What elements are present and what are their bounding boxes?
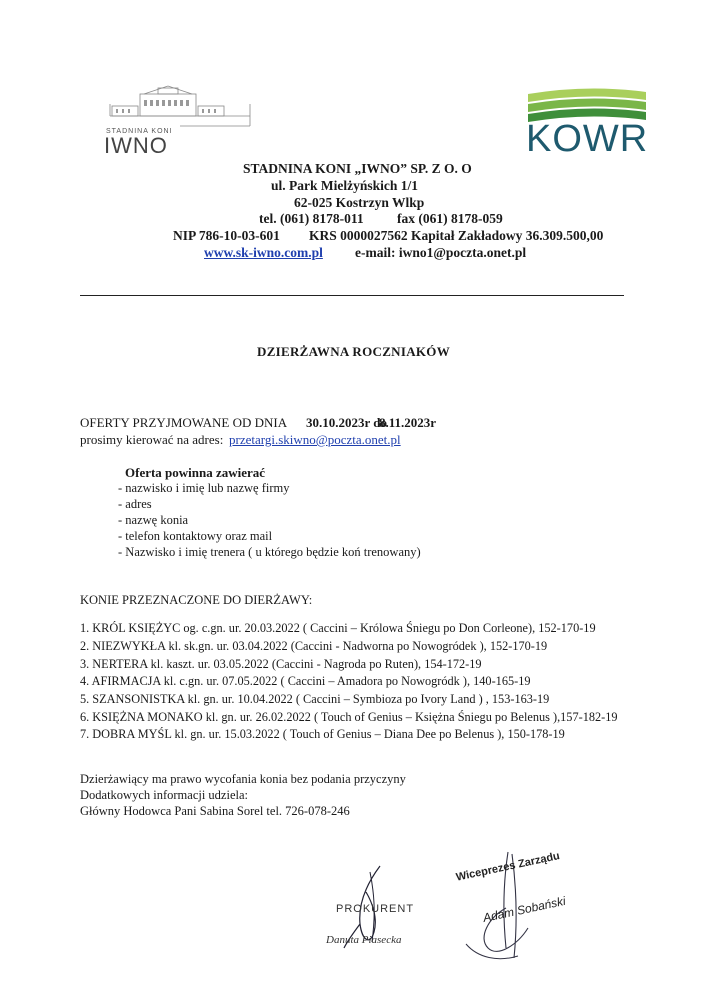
offers-date-to: 8.11.2023r	[379, 415, 437, 430]
vice-president-title: Wiceprezes Zarządu	[455, 850, 561, 884]
horse-item: 3. NERTERA kl. kaszt. ur. 03.05.2022 (Caccini - Nagroda po Ruten), 154-172-19	[80, 657, 482, 671]
offers-label: OFERTY PRZYJMOWANE OD DNIA	[80, 415, 288, 430]
document-title: DZIERŻAWNA ROCZNIAKÓW	[257, 344, 451, 359]
horse-item: 6. KSIĘŻNA MONAKO kl. gn. ur. 26.02.2022 ( Touch of Genius – Księżna Śniegu po Belenus ),157-182-19	[80, 710, 618, 724]
requirement-item: - telefon kontaktowy oraz mail	[118, 529, 273, 543]
company-street: ul. Park Mielżyńskich 1/1	[271, 178, 419, 193]
requirement-item: - adres	[118, 497, 152, 511]
horse-item: 7. DOBRA MYŚL kl. gn. ur. 15.03.2022 ( Touch of Genius – Diana Dee po Belenus ), 150-178-19	[80, 727, 565, 741]
company-fax: fax (061) 8178-059	[397, 211, 503, 226]
footer-line: Dodatkowych informacji udziela:	[80, 788, 248, 802]
procurent-title: PROKURENT	[336, 903, 415, 915]
offers-date-from: 30.10.2023r do	[306, 415, 388, 430]
iwno-logo-text: IWNO	[104, 133, 168, 158]
company-city: 62-025 Kostrzyn Wlkp	[294, 195, 425, 210]
kowr-logo	[528, 88, 646, 122]
company-krs: KRS 0000027562 Kapitał Zakładowy 36.309.500,00	[309, 228, 604, 243]
footer-line: Główny Hodowca Pani Sabina Sorel tel. 726-078-246	[80, 804, 350, 818]
iwno-logo-subtitle: STADNINA KONI	[106, 128, 173, 135]
offers-email-link[interactable]: przetargi.skiwno@poczta.onet.pl	[229, 432, 401, 447]
horse-item: 1. KRÓL KSIĘŻYC og. c.gn. ur. 20.03.2022 ( Caccini – Królowa Śniegu po Don Corleone), 152-170-19	[80, 621, 596, 635]
company-name: STADNINA KONI „IWNO” SP. Z O. O	[243, 161, 472, 176]
offer-requirements-heading: Oferta powinna zawierać	[125, 465, 266, 480]
header-divider	[80, 295, 624, 296]
company-email: e-mail: iwno1@poczta.onet.pl	[355, 245, 527, 260]
company-tel: tel. (061) 8178-011	[259, 211, 364, 226]
website-link[interactable]: www.sk-iwno.com.pl	[204, 245, 323, 260]
horse-item: 4. AFIRMACJA kl. c.gn. ur. 07.05.2022 ( Caccini – Amadora po Nowogródk ), 140-165-19	[80, 674, 531, 688]
kowr-logo-text: KOWR	[526, 118, 649, 160]
footer-line: Dzierżawiący ma prawo wycofania konia bez podania przyczyny	[80, 772, 406, 786]
requirement-item: - nazwę konia	[118, 513, 189, 527]
address-label: prosimy kierować na adres:	[80, 432, 224, 447]
requirement-item: - Nazwisko i imię trenera ( u którego będzie koń trenowany)	[118, 545, 421, 559]
procurent-name: Danuta Piasecka	[326, 934, 402, 946]
horse-item: 5. SZANSONISTKA kl. gn. ur. 10.04.2022 ( Caccini – Symbioza po Ivory Land ) , 153-163-19	[80, 692, 550, 706]
requirement-item: - nazwisko i imię lub nazwę firmy	[118, 481, 290, 495]
company-nip: NIP 786-10-03-601	[173, 228, 280, 243]
horse-item: 2. NIEZWYKŁA kl. sk.gn. ur. 03.04.2022 (Caccini - Nadworna po Nowogródek ), 152-170-19	[80, 639, 548, 653]
vice-president-name: Adam Sobański	[481, 893, 567, 925]
horses-heading: KONIE PRZEZNACZONE DO DIERŻAWY:	[80, 593, 313, 607]
